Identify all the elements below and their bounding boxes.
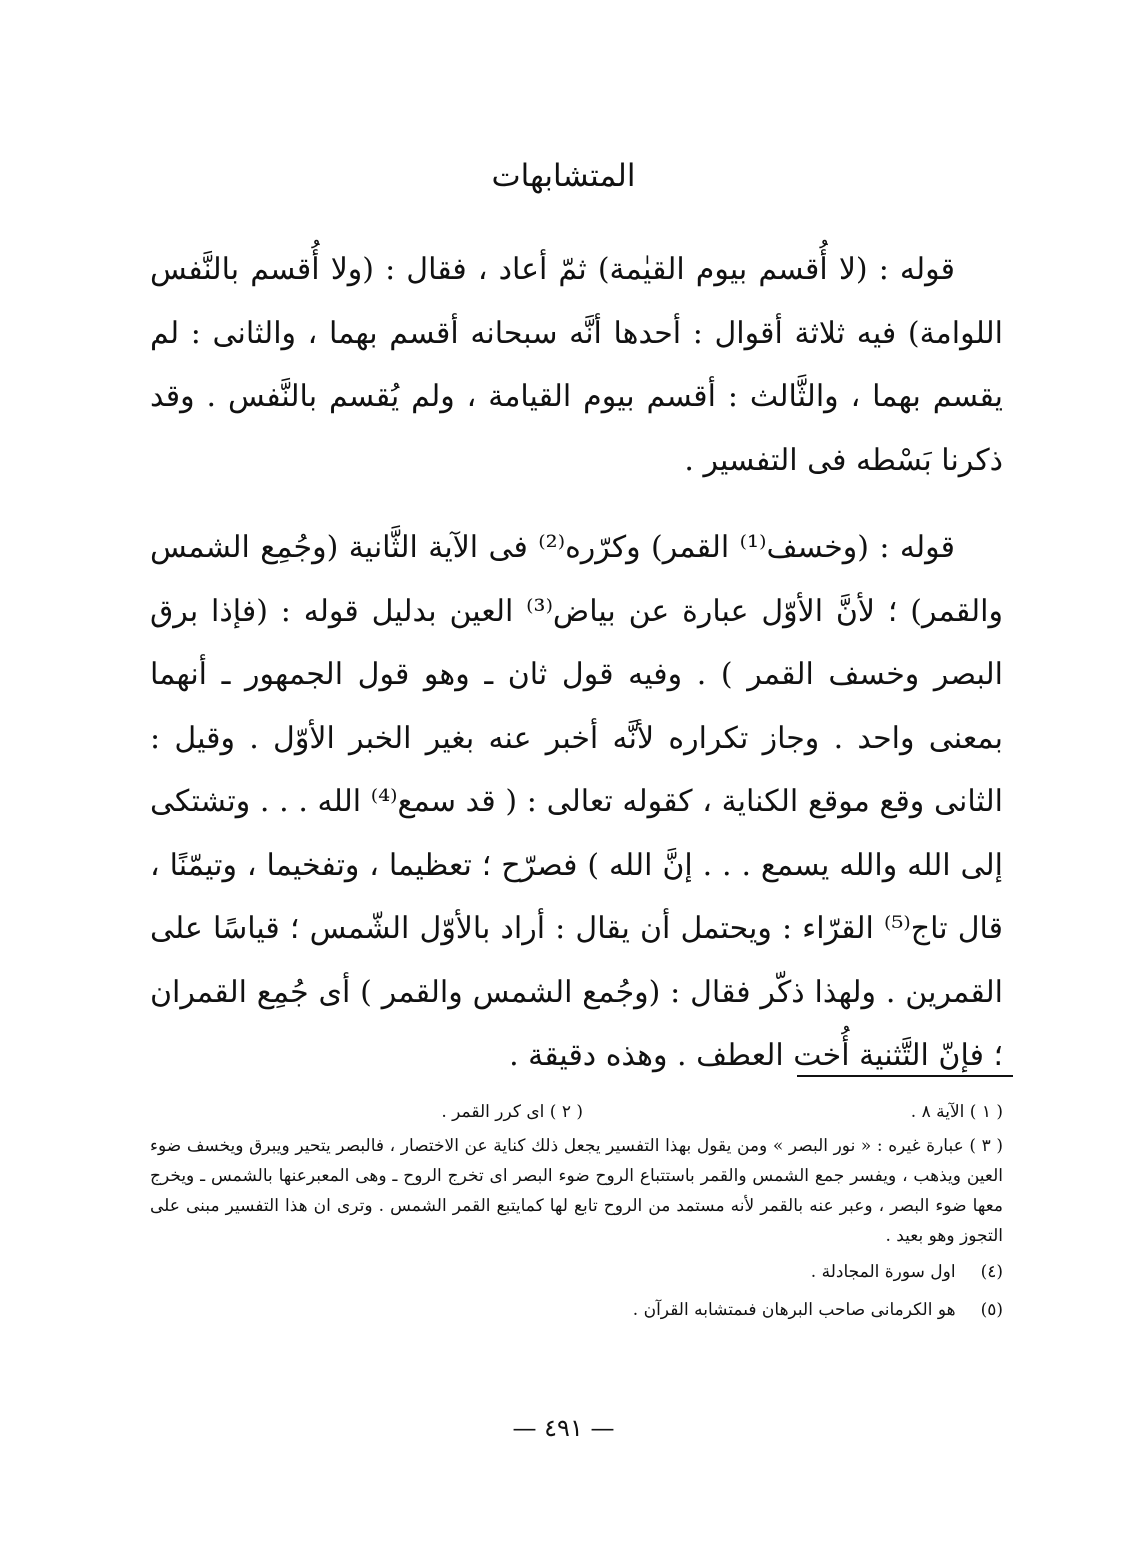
footnote-2: ( ٢ ) اى كرر القمر . <box>441 1102 583 1122</box>
footnote-5-text: هو الكرمانى صاحب البرهان فىمتشابه القرآن . <box>632 1300 956 1320</box>
footnote-5 <box>150 1295 1003 1325</box>
paragraph-2: قوله : (وخسف⁽¹⁾ القمر) وكرّره⁽²⁾ فى الآية الثَّانية (وجُمِع الشمس والقمر) ؛ لأنَّ الأوّل عبارة عن بياض⁽³⁾ العين بدليل قوله : (فإذا برق البصر وخسف القمر ) . وفيه قول ثان ـ وهو قول الجمهور ـ أنهما بمعنى واحد . وجاز تكراره لأنَّه أخبر عنه بغير الخبر الأوّل . وقيل : الثانى وقع موقع الكناية ، كقوله تعالى : ( قد سمع⁽⁴⁾ الله . . . وتشتكى إلى الله والله يسمع . . . إنَّ الله ) فصرّح ؛ تعظيما ، وتفخيما ، وتيمّنًا ، قال تاج⁽⁵⁾ القرّاء : ويحتمل أن يقال : أراد بالأوّل الشّمس ؛ قياسًا على القمرين . ولهذا ذكّر فقال : (وجُمع الشمس والقمر ) أى جُمِع القمران ؛ فإنّ التَّثنية أُخت العطف . وهذه دقيقة . <box>150 530 1003 1073</box>
footnote-4 <box>150 1257 1003 1287</box>
footnote-5-number: (٥) <box>980 1300 1003 1320</box>
footnote-row-1-2 <box>150 1097 1003 1127</box>
footnote-1: ( ١ ) الآية ٨ . <box>910 1102 1003 1122</box>
footnotes <box>150 1097 1003 1325</box>
page-number: — ٤٩١ — <box>512 1414 615 1442</box>
footnote-3: ( ٣ ) عبارة غيره : « نور البصر » ومن يقول بهذا التفسير يجعل ذلك كناية عن الاختصار ، فالبصر يتحير ويبرق ويخسف ضوء العين ويذهب ، ويفسر جمع الشمس والقمر باستتباع الروح ضوء البصر اى تخرج الروح ـ وهى المعبرعنها بالشمس ـ ويخرج معها ضوء البصر ، وعبر عنه بالقمر لأنه مستمد من الروح تابع لها كمايتبع القمر الشمس . وترى ان هذا التفسير مبنى على التجوز وهو بعيد . <box>150 1136 1003 1246</box>
main-text <box>150 238 1003 1088</box>
footnote-4-number: (٤) <box>980 1262 1003 1282</box>
running-header: المتشابهات <box>491 158 636 194</box>
footnote-4-text: اول سورة المجادلة . <box>810 1262 956 1282</box>
footnote-separator <box>797 1075 1013 1077</box>
paragraph-1: قوله : (لا أُقسم بيوم القيٰمة) ثمّ أعاد ، فقال : (ولا أُقسم بالنَّفس اللوامة) فيه ثلاثة أقوال : أحدها أنَّه سبحانه أقسم بهما ، والثانى : لم يقسم بهما ، والثَّالث : أقسم بيوم القيامة ، ولم يُقسم بالنَّفس . وقد ذكرنا بَسْطه فى التفسير . <box>150 252 1003 478</box>
